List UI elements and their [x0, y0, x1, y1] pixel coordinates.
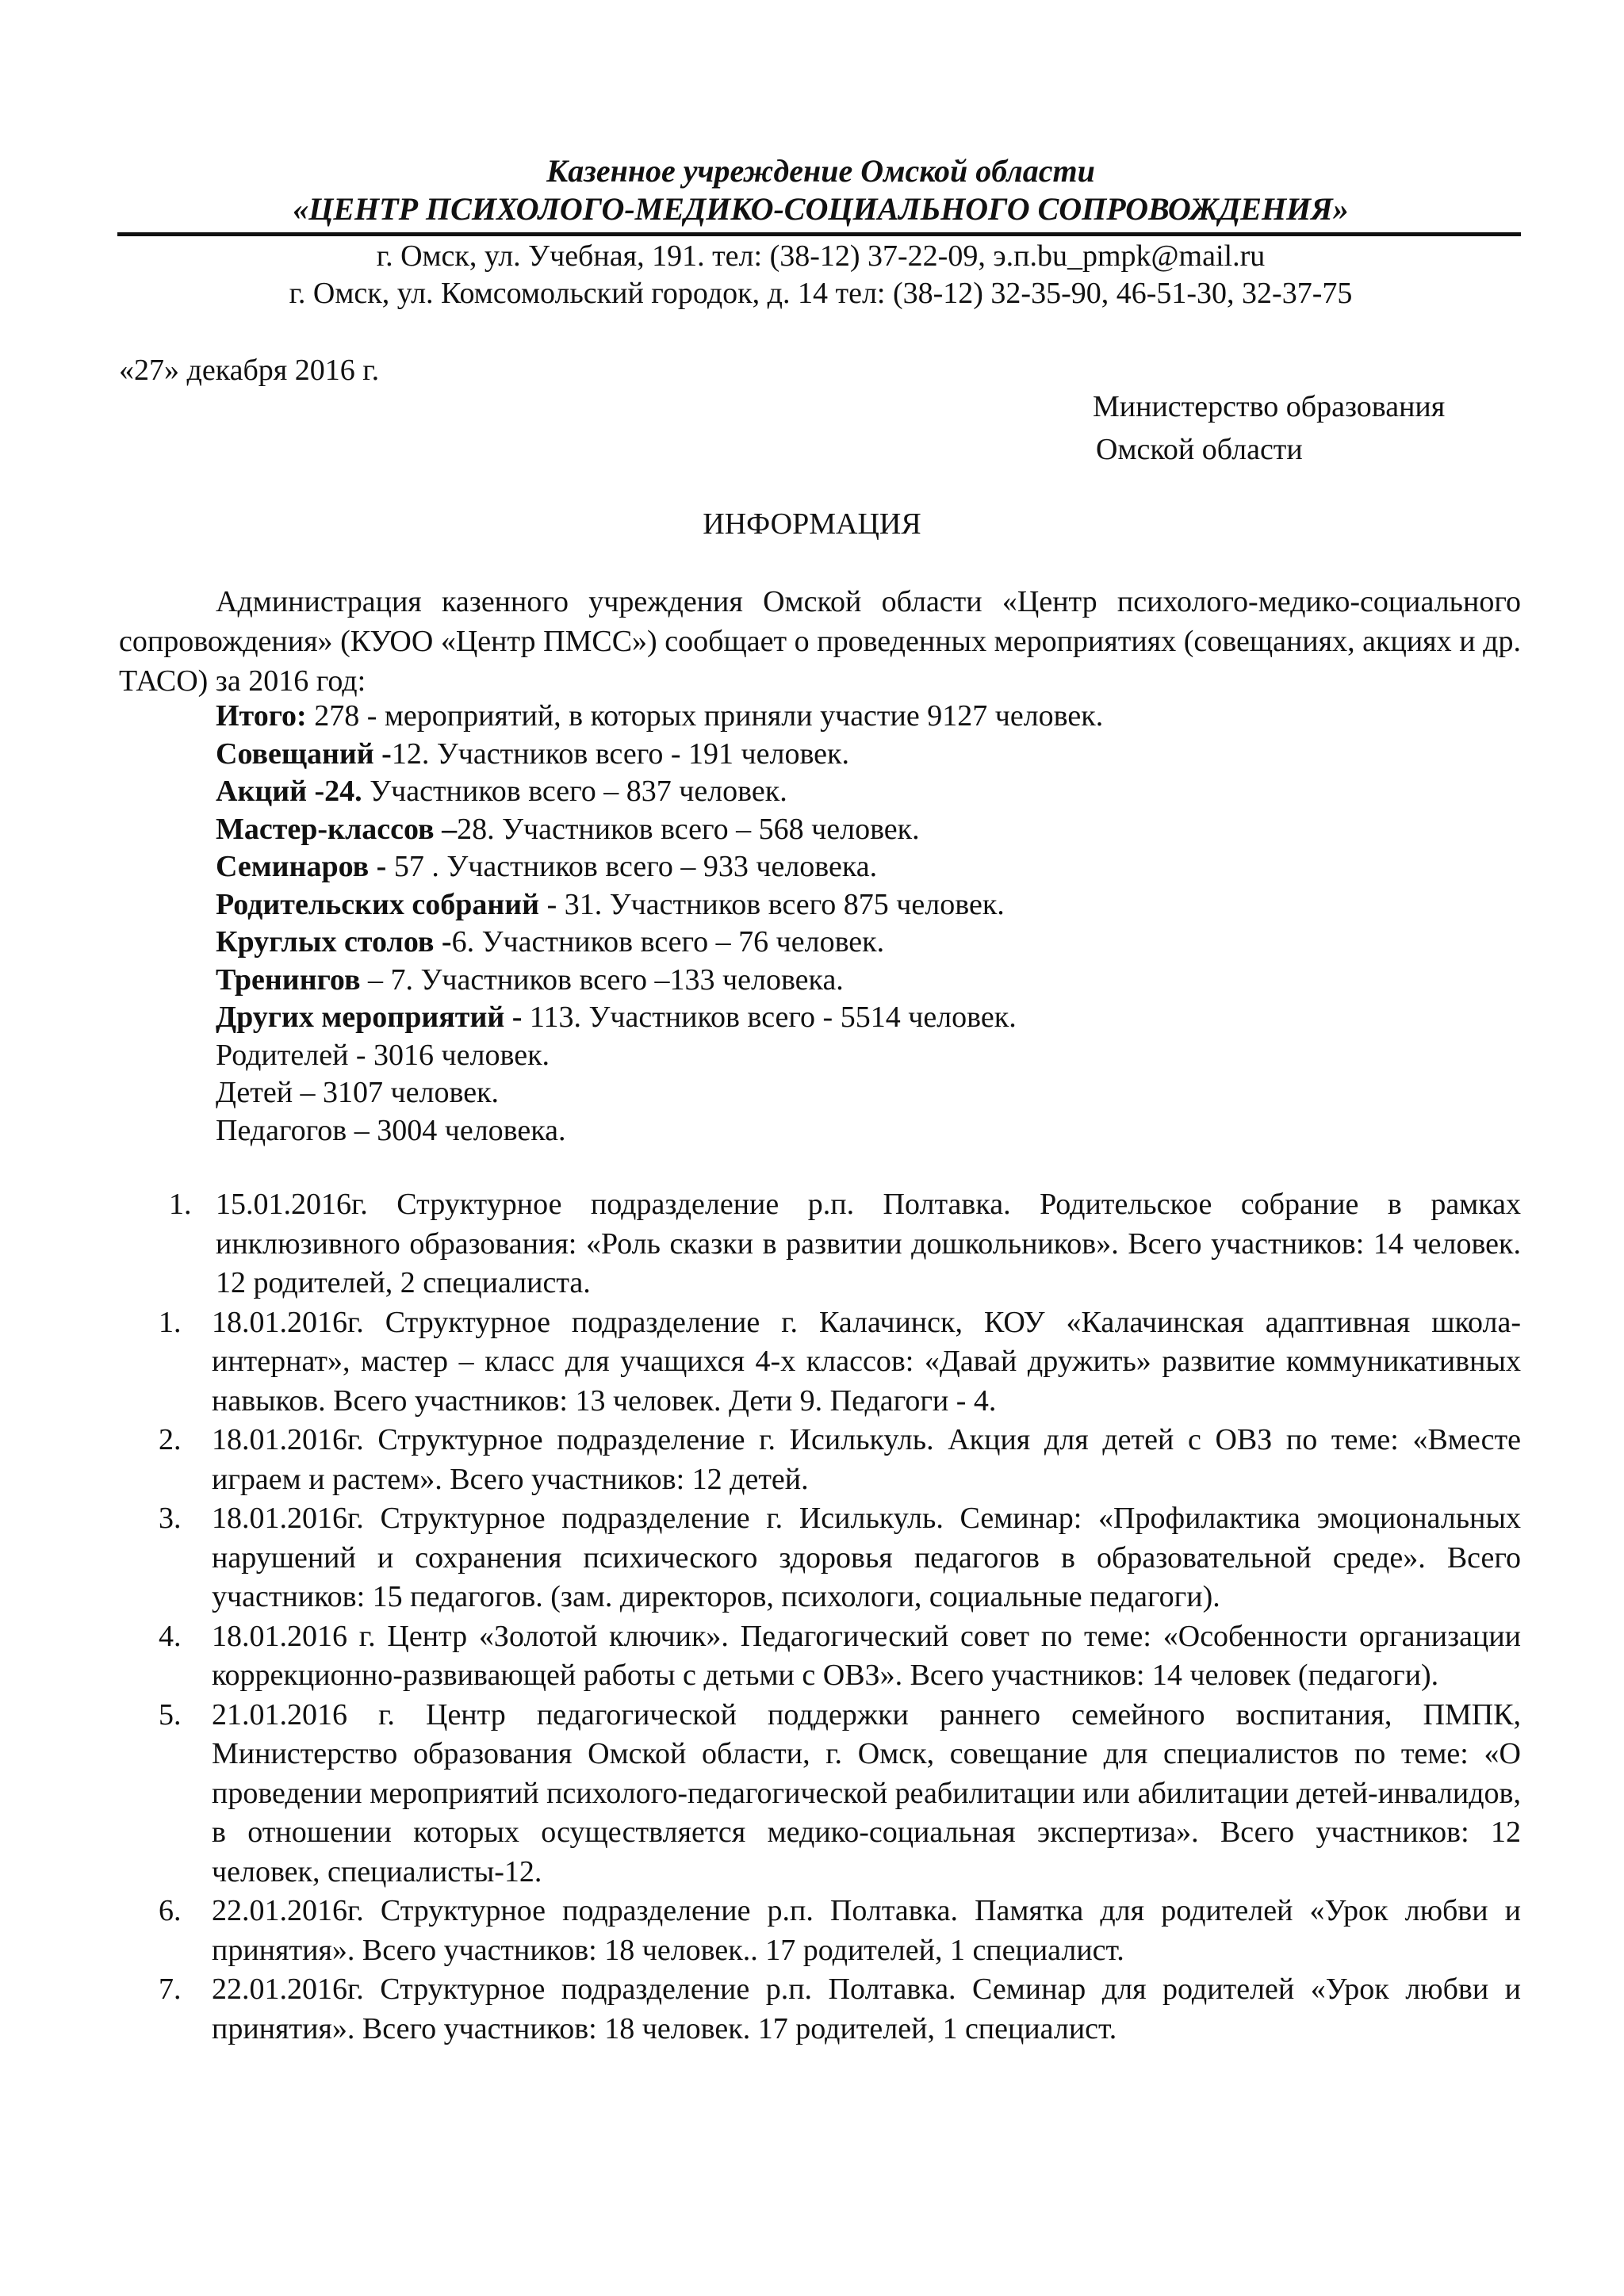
org-name-line2: «ЦЕНТР ПСИХОЛОГО-МЕДИКО-СОЦИАЛЬНОГО СОПРОВОЖДЕНИЯ»: [293, 191, 1349, 227]
event-text: 18.01.2016г. Структурное подразделение г. Калачинск, КОУ «Калачинская адаптивная школа-интернат», мастер – класс для учащихся 4-х классов: «Давай дружить» развитие коммуникативных навыков. Всего участников: 13 человек. Дети 9. Педагоги - 4.: [212, 1305, 1521, 1418]
summary-item: Круглых столов -6. Участников всего – 76 человек.: [216, 925, 885, 959]
summary-item: Родителей - 3016 человек.: [216, 1038, 550, 1072]
recipient-block: [1093, 385, 1445, 471]
document-date: «27» декабря 2016 г.: [119, 354, 380, 387]
summary-item: Педагогов – 3004 человека.: [216, 1113, 566, 1147]
summary-item: Мастер-классов –28. Участников всего – 568 человек.: [216, 812, 920, 846]
address-line2: г. Омск, ул. Комсомольский городок, д. 14 тел: (38-12) 32-35-90, 46-51-30, 32-37-75: [289, 277, 1353, 310]
event-item: [119, 1970, 1521, 2049]
event-text: 22.01.2016г. Структурное подразделение р.п. Полтавка. Памятка для родителей «Урок любви и принятия». Всего участников: 18 человек.. 17 родителей, 1 специалист.: [212, 1894, 1521, 1967]
recipient-line2: Омской области: [1096, 433, 1303, 466]
address-line1: г. Омск, ул. Учебная, 191. тел: (38-12) 37-22-09, э.п.bu_pmpk@mail.ru: [376, 239, 1266, 273]
summary-item: Акций -24. Участников всего – 837 человек.: [216, 775, 787, 808]
event-item: [119, 1185, 1521, 1303]
event-number: 6.: [159, 1894, 182, 1927]
summary-item: Семинаров - 57 . Участников всего – 933 человека.: [216, 850, 878, 883]
event-number: 2.: [159, 1423, 182, 1456]
document-title: ИНФОРМАЦИЯ: [703, 507, 921, 541]
summary-item: Других мероприятий - 113. Участников всего - 5514 человек.: [216, 1001, 1017, 1034]
summary-list: [216, 698, 1103, 1150]
summary-item: Итого: 278 - мероприятий, в которых приняли участие 9127 человек.: [216, 699, 1104, 733]
event-item: [119, 1499, 1521, 1617]
letterhead-divider: [117, 232, 1521, 236]
summary-item: Совещаний -12. Участников всего - 191 человек.: [216, 737, 850, 771]
event-number: 4.: [159, 1619, 182, 1653]
event-number: 5.: [159, 1697, 182, 1732]
event-item: [119, 1303, 1521, 1422]
intro-text: Администрация казенного учреждения Омской области «Центр психолого-медико-социального сопровождения» (КУОО «Центр ПМСС») сообщает о проведенных мероприятиях (совещаниях, акциях и др. ТАСО) за 2016 год:: [119, 585, 1521, 698]
org-name-line1: Казенное учреждение Омской области: [546, 153, 1095, 189]
event-text: 18.01.2016г. Структурное подразделение г. Исилькуль. Семинар: «Профилактика эмоциональных нарушений и сохранения психического здоровья педагогов в образовательной среде». Всего участников: 15 педагогов. (зам. директоров, психологи, социальные педагоги).: [212, 1502, 1521, 1613]
event-number: 1.: [159, 1305, 182, 1339]
intro-paragraph: [119, 582, 1521, 701]
event-text: 22.01.2016г. Структурное подразделение р.п. Полтавка. Семинар для родителей «Урок любви и принятия». Всего участников: 18 человек. 17 родителей, 1 специалист.: [212, 1973, 1521, 2045]
event-item: [119, 1617, 1521, 1696]
event-item: [119, 1892, 1521, 1970]
summary-item: Родительских собраний - 31. Участников всего 875 человек.: [216, 887, 1005, 921]
event-number: 3.: [159, 1502, 182, 1535]
event-text: 21.01.2016 г. Центр педагогической поддержки раннего семейного воспитания, ПМПК, Министерство образования Омской области, г. Омск, совещание для специалистов по теме: «О проведении мероприятий психолого-педагогической реабилитации или абилитации детей-инвалидов, в отношении которых осуществляется медико-социальная экспертиза». Всего участников: 12 человек, специалисты-12.: [212, 1697, 1521, 1888]
summary-item: Тренингов – 7. Участников всего –133 человека.: [216, 962, 844, 997]
event-text: 15.01.2016г. Структурное подразделение р.п. Полтавка. Родительское собрание в рамках инклюзивного образования: «Роль сказки в развитии дошкольников». Всего участников: 14 человек. 12 родителей, 2 специалиста.: [216, 1188, 1521, 1299]
summary-item: Детей – 3107 человек.: [216, 1076, 500, 1109]
event-number: 7.: [159, 1973, 182, 2006]
event-number: 1.: [169, 1188, 192, 1221]
event-text: 18.01.2016 г. Центр «Золотой ключик». Педагогический совет по теме: «Особенности организации коррекционно-развивающей работы с детьми с ОВЗ». Всего участников: 14 человек (педагоги).: [212, 1619, 1521, 1692]
event-item: [119, 1421, 1521, 1499]
recipient-line1: Министерство образования: [1093, 390, 1446, 423]
event-item: [119, 1696, 1521, 1892]
event-text: 18.01.2016г. Структурное подразделение г. Исилькуль. Акция для детей с ОВЗ по теме: «Вместе играем и растем». Всего участников: 12 детей.: [212, 1423, 1521, 1496]
events-list: [119, 1185, 1521, 2049]
